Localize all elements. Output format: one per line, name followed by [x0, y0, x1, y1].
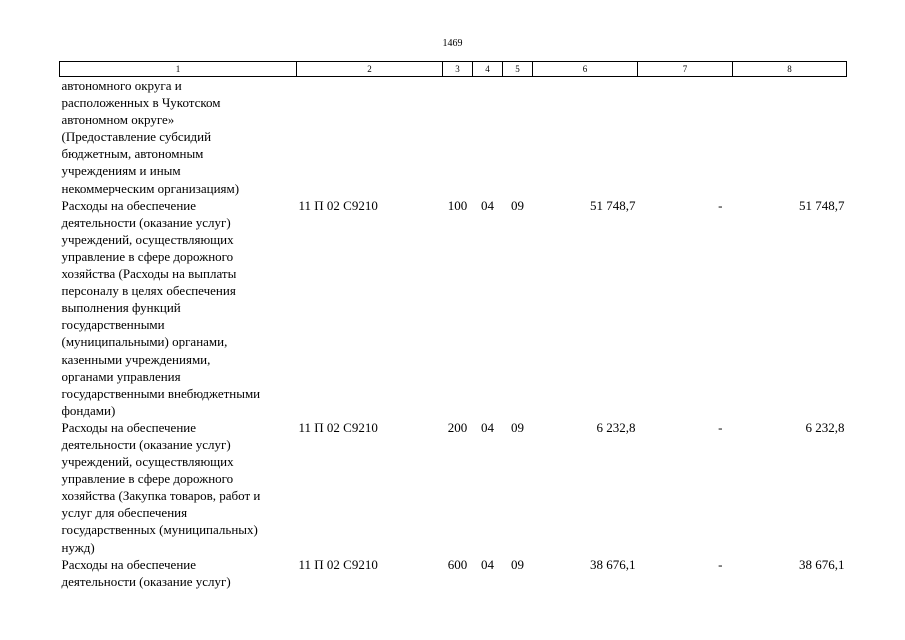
row-section: 04 — [481, 419, 494, 435]
row-section: 04 — [481, 197, 494, 213]
row-regional-amount — [733, 77, 847, 197]
header-col-1: 1 — [60, 62, 297, 77]
table-body — [60, 77, 847, 590]
header-row — [60, 62, 847, 77]
row-subsection: 09 — [511, 556, 524, 572]
row-description: Расходы на обеспечение деятельности (оказание услуг) учреждений, осуществляющих управление в сфере дорожного хозяйства (Расходы на выплаты персоналу в целях обеспечения выполнения функций государственными (муниципальными) органами, казенными учреждениями, органами управления государственными внебюджетными фондами) — [61, 197, 261, 418]
row-amount: 38 676,1 — [590, 556, 636, 572]
row-expense-type — [443, 77, 473, 197]
header-col-6: 6 — [533, 62, 638, 77]
row-description: Расходы на обеспечение деятельности (оказание услуг) — [61, 556, 231, 589]
row-regional-amount: 51 748,7 — [799, 197, 845, 213]
row-federal-amount: - — [718, 197, 723, 213]
header-col-8: 8 — [733, 62, 847, 77]
row-amount — [533, 77, 638, 197]
row-federal-amount — [638, 77, 733, 197]
row-target-code — [297, 77, 443, 197]
row-amount: 51 748,7 — [590, 197, 636, 213]
row-expense-type: 600 — [447, 556, 468, 572]
table-row — [60, 556, 847, 590]
row-subsection — [503, 77, 533, 197]
row-subsection: 09 — [511, 419, 524, 435]
row-expense-type: 200 — [447, 419, 468, 435]
header-col-7: 7 — [638, 62, 733, 77]
page-number: 1469 — [442, 38, 463, 49]
row-target-code: 11 П 02 С9210 — [298, 197, 378, 213]
row-description: автономного округа и расположенных в Чукотском автономном округе» (Предоставление субсидий бюджетным, автономным учреждениям и иным некоммерческим организациям) — [61, 78, 240, 196]
row-federal-amount: - — [718, 556, 723, 572]
row-target-code: 11 П 02 С9210 — [298, 556, 378, 572]
row-description: Расходы на обеспечение деятельности (оказание услуг) учреждений, осуществляющих управление в сфере дорожного хозяйства (Закупка товаров, работ и услуг для обеспечения государственных (муниципальных) нужд) — [61, 419, 261, 555]
table-row — [60, 77, 847, 197]
row-section — [473, 77, 503, 197]
budget-table — [59, 61, 847, 590]
row-amount: 6 232,8 — [596, 419, 636, 435]
table-header — [60, 62, 847, 77]
row-section: 04 — [481, 556, 494, 572]
header-col-3: 3 — [443, 62, 473, 77]
table-row — [60, 419, 847, 556]
table-row — [60, 197, 847, 419]
header-col-2: 2 — [297, 62, 443, 77]
row-federal-amount: - — [718, 419, 723, 435]
row-expense-type: 100 — [447, 197, 468, 213]
header-col-4: 4 — [473, 62, 503, 77]
row-subsection: 09 — [511, 197, 524, 213]
row-target-code: 11 П 02 С9210 — [298, 419, 378, 435]
row-regional-amount: 38 676,1 — [799, 556, 845, 572]
header-col-5: 5 — [503, 62, 533, 77]
row-regional-amount: 6 232,8 — [805, 419, 845, 435]
